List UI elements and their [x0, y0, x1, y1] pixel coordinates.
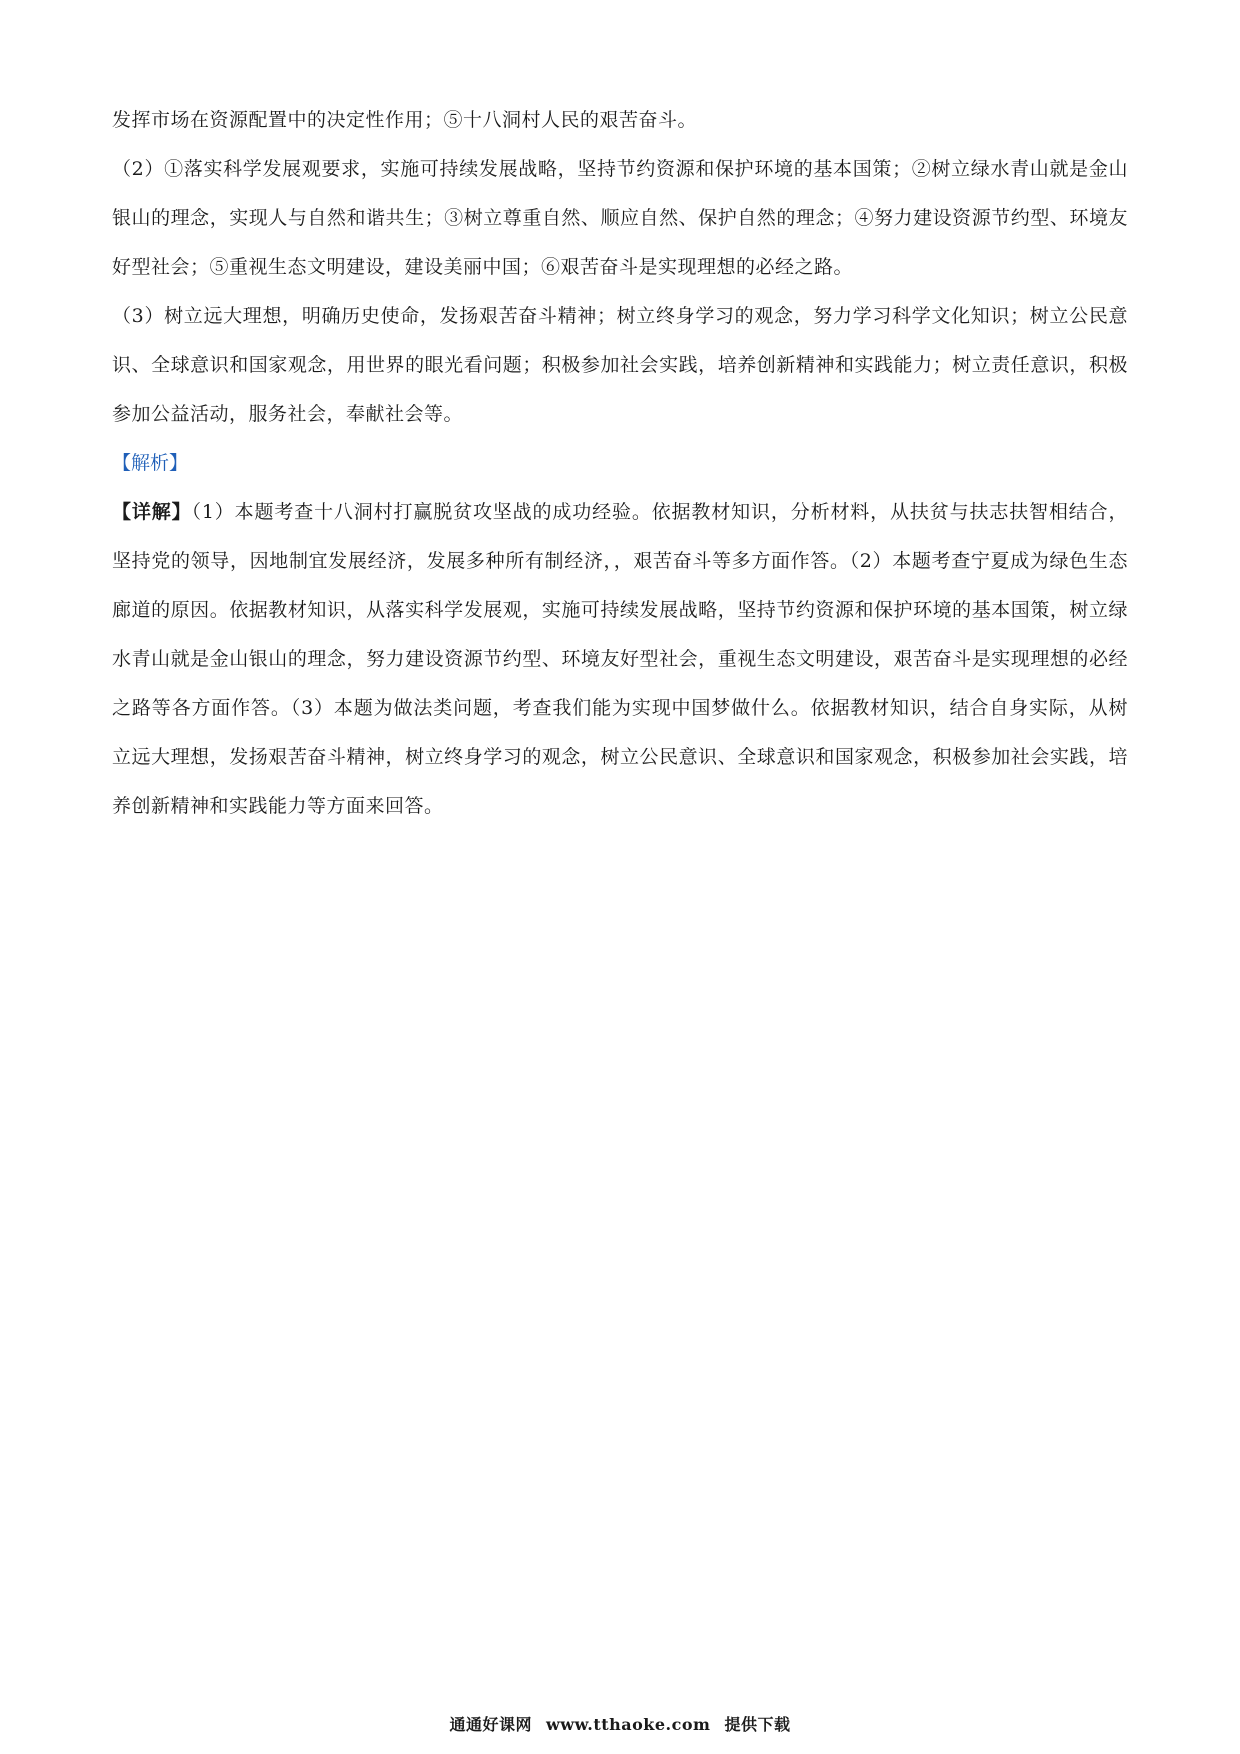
- answer-paragraph-3: （3）树立远大理想，明确历史使命，发扬艰苦奋斗精神；树立终身学习的观念，努力学习科学文化知识；树立公民意识、全球意识和国家观念，用世界的眼光看问题；积极参加社会实践，培养创新精神和实践能力；树立责任意识，积极参加公益活动，服务社会，奉献社会等。: [112, 305, 1128, 425]
- answer-paragraph-2: （2）①落实科学发展观要求，实施可持续发展战略，坚持节约资源和保护环境的基本国策；②树立绿水青山就是金山银山的理念，实现人与自然和谐共生；③树立尊重自然、顺应自然、保护自然的理念；④努力建设资源节约型、环境友好型社会；⑤重视生态文明建设，建设美丽中国；⑥艰苦奋斗是实现理想的必经之路。: [112, 158, 1128, 278]
- detail-label: 【详解】: [112, 501, 192, 523]
- footer-url: www.tthaoke.com: [546, 1715, 711, 1734]
- page-footer: [0, 1712, 1240, 1735]
- analysis-heading: 【解析】: [112, 452, 189, 474]
- detail-text: （1）本题考查十八洞村打赢脱贫攻坚战的成功经验。依据教材知识，分析材料，从扶贫与扶志扶智相结合，坚持党的领导，因地制宜发展经济，发展多种所有制经济，，艰苦奋斗等多方面作答。（2）本题考查宁夏成为绿色生态廊道的原因。依据教材知识，从落实科学发展观，实施可持续发展战略，坚持节约资源和保护环境的基本国策，树立绿水青山就是金山银山的理念，努力建设资源节约型、环境友好型社会，重视生态文明建设，艰苦奋斗是实现理想的必经之路等各方面作答。（3）本题为做法类问题，考查我们能为实现中国梦做什么。依据教材知识，结合自身实际，从树立远大理想，发扬艰苦奋斗精神，树立终身学习的观念，树立公民意识、全球意识和国家观念，积极参加社会实践，培养创新精神和实践能力等方面来回答。: [112, 501, 1128, 817]
- detail-paragraph: [112, 488, 1128, 831]
- footer-site-name: 通通好课网: [449, 1715, 532, 1734]
- document-body: [112, 96, 1128, 831]
- answer-paragraph-1: 发挥市场在资源配置中的决定性作用；⑤十八洞村人民的艰苦奋斗。: [112, 109, 698, 131]
- footer-note: 提供下载: [724, 1715, 791, 1734]
